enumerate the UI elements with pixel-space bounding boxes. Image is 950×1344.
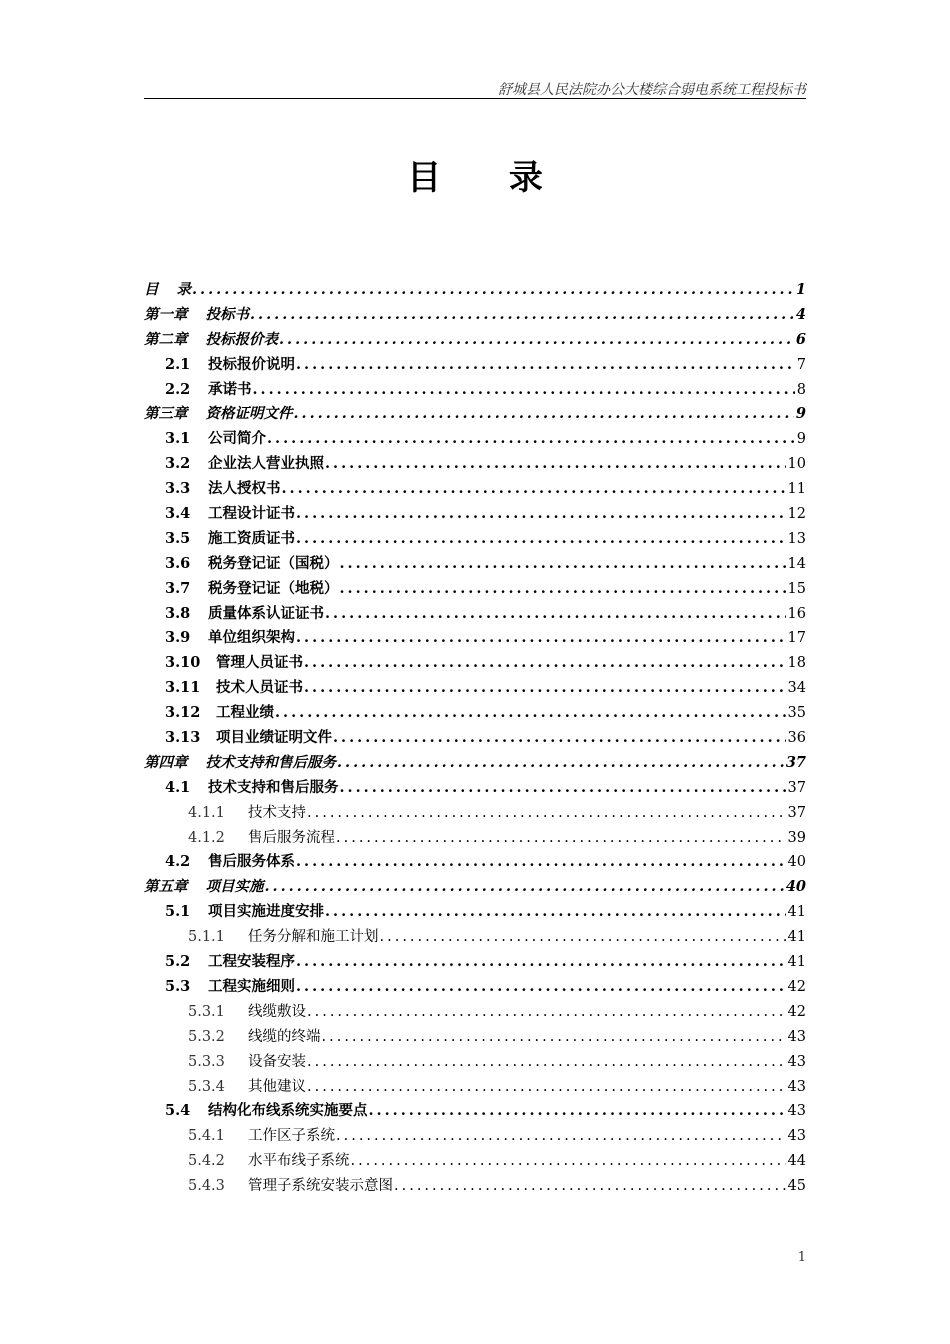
toc-entry-page: 42 [787, 1003, 806, 1020]
toc-entry-number: 第四章 [144, 753, 188, 771]
toc-entry-text: 法人授权书 [208, 480, 281, 498]
toc-entry-page: 41 [787, 929, 806, 946]
toc-entry-page: 36 [787, 730, 806, 747]
toc-entry-number: 第二章 [144, 330, 188, 348]
toc-entry-label [165, 378, 252, 399]
toc-entry-number: 4.1 [165, 778, 191, 796]
toc-entry-text: 水平布线子系统 [248, 1153, 350, 1170]
toc-entry[interactable] [144, 1000, 806, 1025]
toc-entry-number: 3.11 [165, 679, 201, 697]
toc-entry-text: 工程安装程序 [208, 953, 295, 971]
toc-entry-page: 43 [787, 1053, 806, 1070]
toc-entry-label [188, 925, 379, 946]
toc-entry-label [165, 776, 339, 797]
toc-entry-text: 售后服务体系 [208, 853, 295, 871]
toc-entry-page: 9 [795, 405, 806, 423]
toc-entry-page: 9 [796, 431, 806, 448]
toc-entry-label [144, 328, 278, 349]
toc-entry-label [144, 875, 264, 896]
toc-entry-label [165, 950, 295, 971]
toc-entry[interactable] [144, 1025, 806, 1050]
toc-entry-number: 第一章 [144, 305, 188, 323]
toc-entry-text: 技术支持和售后服务 [208, 778, 339, 796]
toc-entry-page: 42 [787, 978, 806, 995]
toc-entry-text: 税务登记证（地税） [208, 579, 339, 597]
toc-dot-leader [340, 779, 786, 796]
toc-entry-number: 3.5 [165, 529, 191, 547]
toc-dot-leader [307, 1054, 786, 1070]
toc-entry-number: 3.10 [165, 654, 201, 672]
toc-entry[interactable] [144, 776, 806, 801]
toc-dot-leader [296, 853, 786, 870]
toc-entry[interactable] [144, 427, 806, 452]
toc-entry-page: 37 [787, 804, 806, 821]
toc-entry[interactable] [144, 502, 806, 527]
toc-entry-label [165, 626, 295, 647]
toc-entry[interactable] [144, 477, 806, 502]
toc-entry-page: 13 [787, 530, 806, 547]
toc-entry-page: 1 [795, 281, 806, 298]
toc-entry-number: 5.4.2 [188, 1153, 225, 1170]
toc-entry-page: 35 [787, 705, 806, 722]
toc-entry-text: 税务登记证（国税） [208, 554, 339, 572]
toc-entry-number: 第五章 [144, 878, 188, 896]
toc-entry-page: 18 [787, 655, 806, 672]
toc-entry-label [144, 278, 191, 299]
toc-entry-text: 技术支持 [248, 804, 306, 821]
toc-entry-number: 3.12 [165, 704, 201, 722]
toc-entry-label [165, 701, 274, 722]
toc-entry-page: 6 [795, 330, 806, 348]
toc-dot-leader [296, 978, 786, 995]
toc-entry-number: 5.3.1 [188, 1003, 225, 1020]
toc-entry-text: 设备安装 [248, 1053, 306, 1070]
toc-dot-leader [265, 878, 784, 895]
toc-entry[interactable] [144, 1099, 806, 1124]
toc-dot-leader [296, 530, 786, 547]
toc-entry-number: 3.9 [165, 629, 191, 647]
toc-entry-number: 目 [144, 281, 159, 298]
toc-entry-label [165, 427, 266, 448]
toc-entry-label [165, 975, 295, 996]
toc-entry-text: 其他建议 [248, 1078, 306, 1095]
toc-entry-number: 5.4.1 [188, 1128, 225, 1145]
toc-entry-text: 企业法人营业执照 [208, 455, 324, 473]
toc-entry-label [165, 651, 303, 672]
toc-entry-number: 5.3.2 [188, 1028, 225, 1045]
toc-entry-number: 4.2 [165, 853, 191, 871]
toc-entry[interactable] [144, 950, 806, 975]
toc-entry[interactable] [144, 1149, 806, 1174]
toc-entry[interactable] [144, 701, 806, 726]
toc-dot-leader [282, 480, 786, 497]
toc-entry-page: 12 [787, 506, 806, 523]
toc-dot-leader [325, 903, 786, 920]
toc-dot-leader [336, 830, 786, 846]
toc-entry-text: 承诺书 [208, 380, 252, 398]
toc-entry-page: 34 [787, 680, 806, 697]
toc-dot-leader [267, 430, 795, 447]
toc-dot-leader [296, 505, 786, 522]
toc-entry-page: 37 [787, 779, 806, 796]
toc-entry-page: 16 [787, 605, 806, 622]
toc-entry-text: 管理人员证书 [216, 654, 303, 672]
toc-entry-text: 录 [176, 281, 191, 298]
toc-entry-text: 售后服务流程 [248, 829, 335, 846]
toc-dot-leader [192, 281, 794, 298]
toc-entry[interactable] [144, 577, 806, 602]
toc-entry[interactable] [144, 552, 806, 577]
header-rule [144, 98, 806, 99]
toc-dot-leader [296, 953, 786, 970]
toc-entry-label [165, 602, 324, 623]
toc-entry-page: 17 [787, 630, 806, 647]
toc-entry-text: 工程业绩 [216, 704, 274, 722]
toc-entry-text: 项目实施 [205, 878, 264, 896]
toc-entry-label [165, 527, 295, 548]
toc-entry-page: 43 [787, 1078, 806, 1095]
toc-entry-number: 3.6 [165, 554, 191, 572]
toc-entry-number: 3.2 [165, 455, 191, 473]
toc-dot-leader [279, 331, 794, 348]
toc-entry[interactable] [144, 1075, 806, 1100]
toc-entry[interactable] [144, 925, 806, 950]
toc-entry-number: 5.2 [165, 953, 191, 971]
toc-entry-text: 工作区子系统 [248, 1128, 335, 1145]
toc-dot-leader [351, 1153, 786, 1169]
toc-entry-label [165, 477, 281, 498]
toc-entry[interactable] [144, 801, 806, 826]
toc-dot-leader [340, 580, 786, 597]
toc-entry-number: 5.3.4 [188, 1078, 225, 1095]
toc-entry[interactable] [144, 402, 806, 427]
page-number: 1 [797, 1250, 806, 1265]
toc-dot-leader [296, 629, 786, 646]
toc-entry-label [165, 726, 332, 747]
toc-entry-label [188, 1000, 306, 1021]
toc-dot-leader [322, 1029, 786, 1045]
toc-entry-text: 投标报价表 [205, 330, 278, 348]
toc-entry[interactable] [144, 1124, 806, 1149]
running-header-title: 舒城县人民法院办公大楼综合弱电系统工程投标书 [498, 82, 806, 98]
toc-dot-leader [340, 555, 786, 572]
toc-entry-label [144, 751, 336, 772]
document-title: 目 录 [407, 158, 571, 198]
toc-entry-label [165, 552, 339, 573]
toc-entry-number: 3.1 [165, 430, 191, 448]
toc-entry-text: 公司简介 [208, 430, 266, 448]
toc-entry-page: 15 [787, 580, 806, 597]
toc-entry[interactable] [144, 826, 806, 851]
toc-entry-number: 4.1.1 [188, 804, 225, 821]
toc-dot-leader [333, 729, 786, 746]
toc-entry-number: 3.7 [165, 579, 191, 597]
toc-entry-label [165, 577, 339, 598]
toc-dot-leader [394, 1178, 786, 1194]
toc-entry-number: 5.4.3 [188, 1178, 225, 1195]
toc-entry-number: 5.3 [165, 977, 191, 995]
toc-entry-label [144, 303, 249, 324]
toc-entry[interactable] [144, 328, 806, 353]
toc-dot-leader [336, 1128, 786, 1144]
toc-entry[interactable] [144, 378, 806, 403]
toc-entry[interactable] [144, 900, 806, 925]
toc-entry-text: 工程设计证书 [208, 505, 295, 523]
toc-entry[interactable] [144, 1174, 806, 1199]
toc-entry-text: 项目实施进度安排 [208, 903, 324, 921]
toc-entry[interactable] [144, 726, 806, 751]
toc-entry-page: 43 [787, 1128, 806, 1145]
toc-entry-page: 37 [785, 753, 806, 771]
toc-entry-text: 管理子系统安装示意图 [248, 1178, 393, 1195]
toc-entry-text: 质量体系认证证书 [208, 604, 324, 622]
toc-entry-label [165, 353, 295, 374]
toc-entry-text: 项目业绩证明文件 [216, 729, 332, 747]
toc-entry-page: 10 [787, 456, 806, 473]
toc-entry-label [188, 1124, 335, 1145]
toc-entry-number: 5.1 [165, 903, 191, 921]
toc-entry-label [165, 676, 303, 697]
toc-entry-number: 5.3.3 [188, 1053, 225, 1070]
toc-entry-page: 43 [787, 1103, 806, 1120]
toc-entry[interactable] [144, 602, 806, 627]
toc-entry[interactable] [144, 626, 806, 651]
toc-entry-page: 8 [796, 381, 806, 398]
toc-entry-label [165, 900, 324, 921]
toc-entry-page: 41 [787, 904, 806, 921]
toc-entry-label [165, 1099, 368, 1120]
toc-dot-leader [275, 704, 786, 721]
toc-entry-text: 施工资质证书 [208, 529, 295, 547]
toc-entry-label [188, 1149, 350, 1170]
toc-entry-page: 45 [787, 1178, 806, 1195]
toc-entry-page: 43 [787, 1028, 806, 1045]
toc-entry-number: 4.1.2 [188, 829, 225, 846]
toc-entry-page: 39 [787, 829, 806, 846]
toc-entry-page: 4 [795, 305, 806, 323]
toc-entry-number: 3.4 [165, 505, 191, 523]
toc-entry-number: 3.3 [165, 480, 191, 498]
toc-entry[interactable] [144, 975, 806, 1000]
toc-entry-text: 工程实施细则 [208, 977, 295, 995]
toc-entry[interactable] [144, 850, 806, 875]
toc-entry[interactable] [144, 353, 806, 378]
toc-entry-page: 11 [787, 481, 806, 498]
toc-entry-text: 任务分解和施工计划 [248, 929, 379, 946]
toc-entry-page: 40 [785, 878, 806, 896]
toc-entry[interactable] [144, 527, 806, 552]
toc-entry-number: 3.13 [165, 729, 201, 747]
toc-dot-leader [325, 605, 786, 622]
toc-entry-label [144, 402, 293, 423]
toc-entry-text: 资格证明文件 [205, 405, 293, 423]
toc-entry-label [188, 1075, 306, 1096]
toc-entry-number: 5.4 [165, 1102, 191, 1120]
toc-dot-leader [294, 405, 794, 422]
toc-entry-number: 5.1.1 [188, 929, 225, 946]
toc-entry-label [188, 826, 335, 847]
toc-entry-label [188, 1025, 321, 1046]
toc-entry-label [165, 452, 324, 473]
toc-dot-leader [250, 306, 794, 323]
toc-entry-number: 3.8 [165, 604, 191, 622]
toc-dot-leader [307, 805, 786, 821]
table-of-contents [144, 278, 806, 1199]
toc-dot-leader [304, 654, 786, 671]
toc-entry-page: 41 [787, 954, 806, 971]
toc-dot-leader [325, 455, 786, 472]
toc-entry-text: 技术人员证书 [216, 679, 303, 697]
toc-entry[interactable] [144, 751, 806, 776]
toc-entry-text: 线缆的终端 [248, 1028, 321, 1045]
toc-entry-label [165, 502, 295, 523]
toc-entry[interactable] [144, 651, 806, 676]
toc-entry-label [165, 850, 295, 871]
toc-entry-text: 投标书 [205, 305, 249, 323]
toc-entry-text: 技术支持和售后服务 [205, 753, 336, 771]
toc-entry-label [188, 801, 306, 822]
toc-entry[interactable] [144, 278, 806, 303]
toc-dot-leader [369, 1102, 786, 1119]
toc-entry-text: 线缆敷设 [248, 1003, 306, 1020]
toc-dot-leader [337, 754, 784, 771]
toc-dot-leader [307, 1079, 786, 1095]
toc-entry-page: 40 [787, 854, 806, 871]
toc-entry-label [188, 1050, 306, 1071]
toc-dot-leader [380, 929, 786, 945]
toc-entry[interactable] [144, 875, 806, 900]
toc-dot-leader [307, 1004, 786, 1020]
toc-entry-text: 单位组织架构 [208, 629, 295, 647]
toc-entry-number: 第三章 [144, 405, 188, 423]
toc-entry-page: 14 [787, 555, 806, 572]
toc-entry-text: 投标报价说明 [208, 355, 295, 373]
toc-entry-number: 2.2 [165, 380, 191, 398]
toc-entry-text: 结构化布线系统实施要点 [208, 1102, 368, 1120]
toc-entry-page: 44 [787, 1153, 806, 1170]
toc-dot-leader [253, 381, 795, 398]
toc-entry-label [188, 1174, 393, 1195]
toc-entry[interactable] [144, 1050, 806, 1075]
toc-dot-leader [296, 356, 795, 373]
toc-entry[interactable] [144, 676, 806, 701]
toc-entry-number: 2.1 [165, 355, 191, 373]
toc-dot-leader [304, 679, 786, 696]
toc-entry-page: 7 [796, 356, 806, 373]
toc-entry[interactable] [144, 303, 806, 328]
toc-entry[interactable] [144, 452, 806, 477]
